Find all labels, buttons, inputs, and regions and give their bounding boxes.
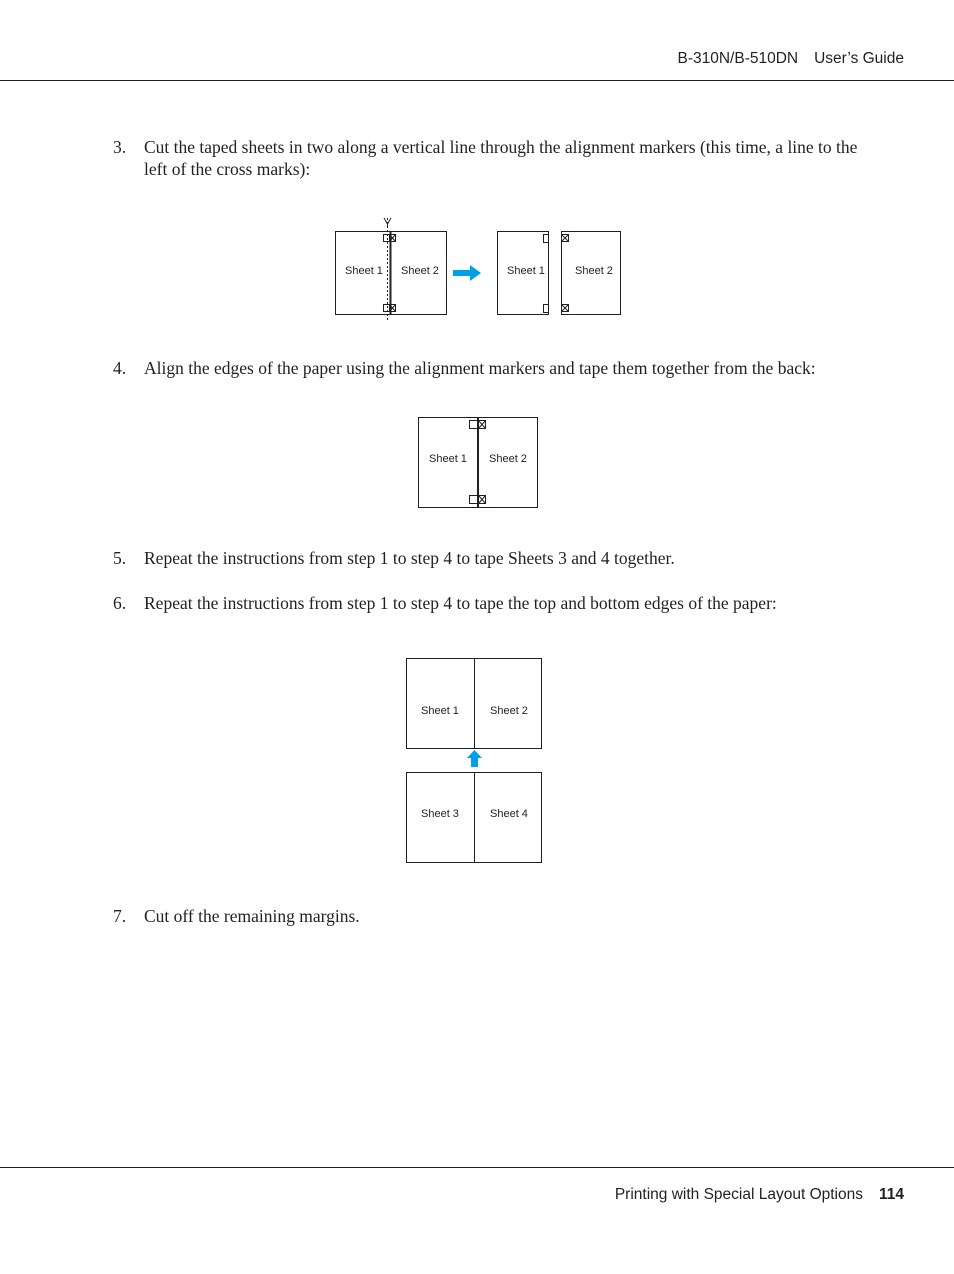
step-text: Align the edges of the paper using the alignment markers and tape them together from the back: bbox=[144, 358, 816, 378]
step-text: Repeat the instructions from step 1 to step 4 to tape Sheets 3 and 4 together. bbox=[144, 548, 675, 568]
footer-section-title: Printing with Special Layout Options bbox=[614, 1186, 863, 1203]
arrow-right-icon bbox=[453, 265, 481, 281]
header-rule bbox=[0, 80, 954, 81]
header-guide-title: User’s Guide bbox=[814, 50, 904, 67]
sheet-3-label: Sheet 3 bbox=[421, 808, 459, 820]
step-4 bbox=[113, 357, 883, 379]
step-number: 6. bbox=[113, 593, 127, 613]
sheet-2-label: Sheet 2 bbox=[489, 453, 527, 465]
cross-marker-icon bbox=[479, 421, 486, 429]
align-marker-icon bbox=[384, 235, 390, 242]
align-marker-icon bbox=[384, 305, 390, 312]
running-footer bbox=[615, 1186, 904, 1204]
figure-top-bottom-joining bbox=[401, 653, 547, 868]
sheet-1-label: Sheet 1 bbox=[507, 265, 545, 277]
sheet-2-label: Sheet 2 bbox=[490, 705, 528, 717]
step-7 bbox=[113, 905, 883, 927]
step-text: Cut off the remaining margins. bbox=[144, 906, 360, 926]
figure-aligned-sheets bbox=[413, 412, 543, 512]
step-3 bbox=[113, 136, 883, 180]
sheet-1-label: Sheet 1 bbox=[421, 705, 459, 717]
step-number: 4. bbox=[113, 358, 127, 378]
cross-marker-icon bbox=[479, 496, 486, 504]
cross-marker-icon bbox=[562, 235, 569, 242]
align-marker-icon bbox=[544, 305, 549, 313]
running-header bbox=[678, 50, 905, 68]
arrow-up-icon bbox=[467, 750, 482, 767]
step-number: 7. bbox=[113, 906, 127, 926]
page-number: 114 bbox=[878, 1186, 904, 1203]
sheet-1-label: Sheet 1 bbox=[429, 453, 467, 465]
figure-cut-sheets bbox=[330, 215, 630, 323]
step-number: 5. bbox=[113, 548, 127, 568]
sheet-2-label: Sheet 2 bbox=[575, 265, 613, 277]
cross-marker-icon bbox=[562, 305, 569, 312]
step-number: 3. bbox=[113, 137, 127, 157]
header-product: B-310N/B-510DN bbox=[677, 50, 799, 67]
footer-rule bbox=[0, 1167, 954, 1168]
sheet-4-label: Sheet 4 bbox=[490, 808, 528, 820]
align-marker-icon bbox=[544, 235, 549, 243]
sheet-2-label: Sheet 2 bbox=[401, 265, 439, 277]
align-marker-icon bbox=[470, 421, 478, 429]
step-5 bbox=[113, 547, 883, 569]
step-text: Cut the taped sheets in two along a vertical line through the alignment markers (this time, a line to the left of the cross marks): bbox=[144, 137, 858, 179]
sheet-1-label: Sheet 1 bbox=[345, 265, 383, 277]
step-text: Repeat the instructions from step 1 to step 4 to tape the top and bottom edges of the paper: bbox=[144, 593, 777, 613]
step-6 bbox=[113, 592, 883, 614]
align-marker-icon bbox=[470, 496, 478, 504]
